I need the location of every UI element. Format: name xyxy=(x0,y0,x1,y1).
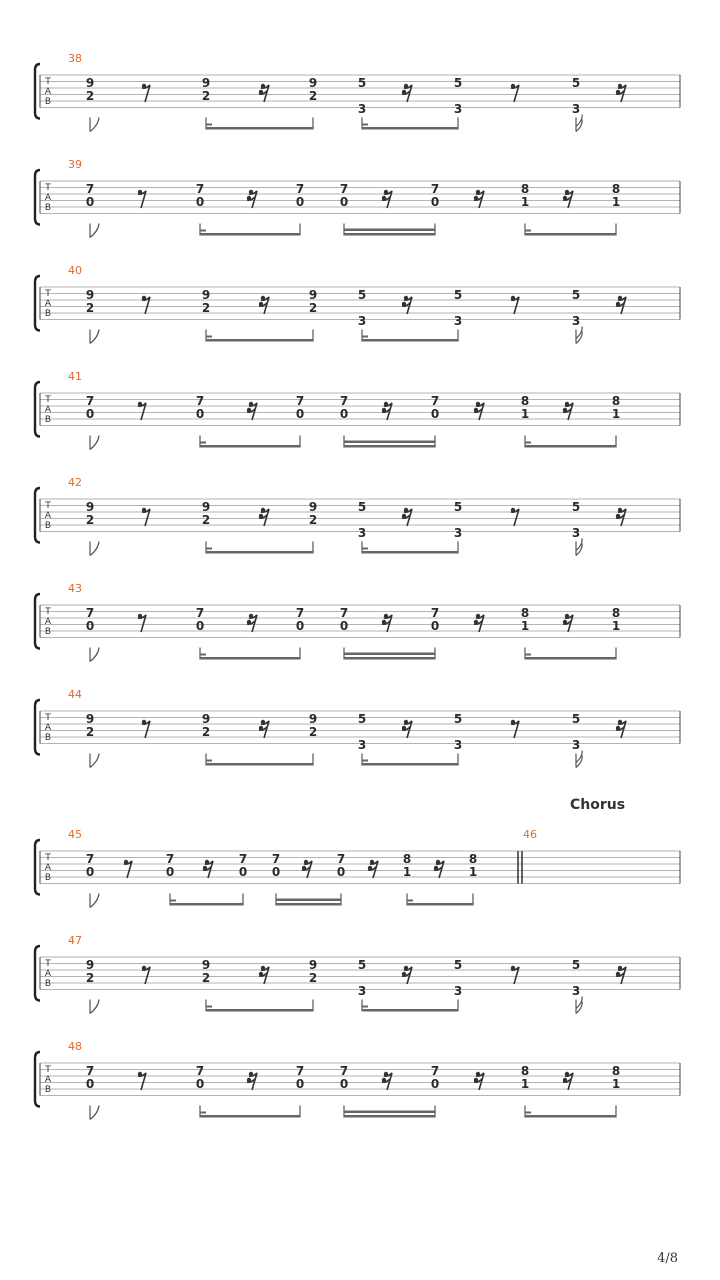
fret-number: 3 xyxy=(453,738,463,752)
fret-number: 3 xyxy=(571,738,581,752)
fret-number: 7 xyxy=(271,852,281,866)
tab-system xyxy=(35,52,680,132)
beam xyxy=(525,233,616,236)
tab-clef-b: B xyxy=(44,733,52,743)
system-bracket xyxy=(35,594,40,649)
rest-stroke xyxy=(138,191,146,208)
fret-number: 7 xyxy=(430,394,440,408)
tab-clef-t: T xyxy=(45,1065,51,1075)
beam xyxy=(276,903,341,906)
beam-stub xyxy=(200,442,206,444)
note-stem xyxy=(90,754,99,768)
rest-stroke xyxy=(511,297,519,314)
fret-number: 7 xyxy=(85,1064,95,1078)
fret-number: 0 xyxy=(85,619,95,633)
fret-number: 7 xyxy=(336,852,346,866)
measure-number: 46 xyxy=(523,828,537,841)
tab-clef-t: T xyxy=(45,395,51,405)
measure-number: 48 xyxy=(68,1040,82,1053)
fret-number: 9 xyxy=(308,958,318,972)
fret-number: 0 xyxy=(295,619,305,633)
fret-number: 0 xyxy=(85,407,95,421)
section-label: Chorus xyxy=(570,797,626,813)
fret-number: 0 xyxy=(339,619,349,633)
fret-number: 7 xyxy=(295,394,305,408)
fret-number: 7 xyxy=(85,606,95,620)
beam xyxy=(206,551,313,554)
rest-stroke xyxy=(124,861,132,878)
beam-stub xyxy=(206,336,212,338)
beam-stub xyxy=(200,230,206,232)
fret-number: 5 xyxy=(453,958,463,972)
fret-number: 3 xyxy=(357,314,367,328)
fret-number: 5 xyxy=(453,288,463,302)
fret-number: 0 xyxy=(165,865,175,879)
fret-number: 8 xyxy=(520,394,530,408)
fret-number: 5 xyxy=(571,958,581,972)
fret-number: 9 xyxy=(201,76,211,90)
rest-stroke xyxy=(142,967,150,984)
fret-number: 8 xyxy=(611,182,621,196)
tab-clef-a: A xyxy=(44,969,52,979)
tab-clef-b: B xyxy=(44,97,52,107)
beam-stub xyxy=(362,1006,368,1008)
fret-number: 7 xyxy=(295,182,305,196)
fret-number: 7 xyxy=(195,394,205,408)
measure-number: 45 xyxy=(68,828,82,841)
fret-number: 2 xyxy=(85,971,95,985)
fret-number: 8 xyxy=(520,606,530,620)
tab-clef-t: T xyxy=(45,501,51,511)
fret-number: 0 xyxy=(339,407,349,421)
fret-number: 7 xyxy=(85,182,95,196)
beam xyxy=(206,339,313,342)
rest-stroke xyxy=(142,721,150,738)
tab-systems xyxy=(35,52,680,1120)
beam xyxy=(362,127,458,130)
beam-stub xyxy=(362,548,368,550)
fret-number: 5 xyxy=(357,76,367,90)
tab-clef-a: A xyxy=(44,863,52,873)
beam xyxy=(525,657,616,660)
system-bracket xyxy=(35,382,40,437)
tab-clef-t: T xyxy=(45,289,51,299)
fret-number: 9 xyxy=(201,712,211,726)
fret-number: 3 xyxy=(357,102,367,116)
fret-number: 2 xyxy=(85,513,95,527)
fret-number: 5 xyxy=(571,288,581,302)
rest-stroke xyxy=(142,509,150,526)
fret-number: 1 xyxy=(520,619,530,633)
fret-number: 0 xyxy=(339,1077,349,1091)
fret-number: 0 xyxy=(195,195,205,209)
fret-number: 0 xyxy=(271,865,281,879)
fret-number: 9 xyxy=(308,288,318,302)
beam-stub xyxy=(170,900,176,902)
system-bracket xyxy=(35,488,40,543)
fret-number: 3 xyxy=(571,984,581,998)
fret-number: 2 xyxy=(201,301,211,315)
fret-number: 2 xyxy=(308,513,318,527)
fret-number: 0 xyxy=(195,619,205,633)
tab-clef-b: B xyxy=(44,979,52,989)
fret-number: 9 xyxy=(308,712,318,726)
note-stem xyxy=(90,118,99,132)
tab-system xyxy=(35,688,680,768)
fret-number: 3 xyxy=(453,314,463,328)
fret-number: 5 xyxy=(571,712,581,726)
note-stem xyxy=(90,648,99,662)
beam xyxy=(344,233,435,236)
tab-system xyxy=(35,582,680,662)
beam xyxy=(206,1009,313,1012)
beam xyxy=(344,445,435,448)
fret-number: 7 xyxy=(85,394,95,408)
fret-number: 5 xyxy=(357,958,367,972)
system-bracket xyxy=(35,276,40,331)
beam xyxy=(344,657,435,660)
fret-number: 0 xyxy=(195,407,205,421)
fret-number: 1 xyxy=(611,619,621,633)
fret-number: 2 xyxy=(85,301,95,315)
beam xyxy=(206,127,313,130)
note-stem xyxy=(90,436,99,450)
system-bracket xyxy=(35,946,40,1001)
rest-stroke xyxy=(138,615,146,632)
tab-clef-a: A xyxy=(44,1075,52,1085)
note-stem xyxy=(90,542,99,556)
fret-number: 7 xyxy=(339,606,349,620)
fret-number: 1 xyxy=(520,1077,530,1091)
beam-stub xyxy=(206,548,212,550)
beam xyxy=(200,445,300,448)
beam-stub xyxy=(206,760,212,762)
note-stem xyxy=(90,224,99,238)
fret-number: 7 xyxy=(339,1064,349,1078)
tab-system xyxy=(35,1040,680,1120)
fret-number: 0 xyxy=(295,195,305,209)
fret-number: 7 xyxy=(195,606,205,620)
fret-number: 9 xyxy=(85,958,95,972)
fret-number: 9 xyxy=(201,500,211,514)
fret-number: 1 xyxy=(611,407,621,421)
fret-number: 0 xyxy=(430,407,440,421)
system-bracket xyxy=(35,170,40,225)
fret-number: 0 xyxy=(195,1077,205,1091)
tab-clef-b: B xyxy=(44,627,52,637)
measure-number: 41 xyxy=(68,370,82,383)
fret-number: 1 xyxy=(402,865,412,879)
fret-number: 9 xyxy=(85,500,95,514)
tab-system xyxy=(35,158,680,238)
note-flag xyxy=(576,327,582,344)
fret-number: 7 xyxy=(85,852,95,866)
tab-clef-t: T xyxy=(45,959,51,969)
fret-number: 0 xyxy=(295,1077,305,1091)
fret-number: 0 xyxy=(430,619,440,633)
fret-number: 0 xyxy=(339,195,349,209)
fret-number: 3 xyxy=(453,526,463,540)
fret-number: 3 xyxy=(357,526,367,540)
fret-number: 8 xyxy=(611,606,621,620)
beam xyxy=(362,551,458,554)
fret-number: 0 xyxy=(85,195,95,209)
tab-system xyxy=(35,797,680,908)
tab-clef-b: B xyxy=(44,203,52,213)
system-bracket xyxy=(35,1052,40,1107)
beam-stub xyxy=(200,654,206,656)
page-number: 4/8 xyxy=(657,1251,678,1266)
fret-number: 7 xyxy=(430,182,440,196)
tab-clef-b: B xyxy=(44,309,52,319)
fret-number: 9 xyxy=(85,712,95,726)
fret-number: 2 xyxy=(308,301,318,315)
fret-number: 0 xyxy=(295,407,305,421)
beam xyxy=(344,1111,435,1114)
fret-number: 0 xyxy=(85,865,95,879)
beam xyxy=(170,903,243,906)
beam-stub xyxy=(362,760,368,762)
fret-number: 2 xyxy=(308,89,318,103)
fret-number: 2 xyxy=(308,725,318,739)
fret-number: 3 xyxy=(357,984,367,998)
tab-clef-a: A xyxy=(44,405,52,415)
fret-number: 1 xyxy=(468,865,478,879)
fret-number: 9 xyxy=(201,958,211,972)
beam-stub xyxy=(525,1112,531,1114)
tab-clef-a: A xyxy=(44,193,52,203)
tab-system xyxy=(35,476,680,556)
beam-stub xyxy=(525,230,531,232)
fret-number: 2 xyxy=(201,89,211,103)
tab-system xyxy=(35,264,680,344)
system-bracket xyxy=(35,700,40,755)
fret-number: 3 xyxy=(453,984,463,998)
rest-stroke xyxy=(511,721,519,738)
fret-number: 7 xyxy=(430,606,440,620)
measure-number: 42 xyxy=(68,476,82,489)
fret-number: 7 xyxy=(195,1064,205,1078)
beam-stub xyxy=(525,654,531,656)
beam-stub xyxy=(362,336,368,338)
fret-number: 7 xyxy=(339,394,349,408)
beam-stub xyxy=(525,442,531,444)
note-flag xyxy=(576,751,582,768)
fret-number: 9 xyxy=(308,76,318,90)
beam xyxy=(407,903,473,906)
beam xyxy=(344,653,435,656)
fret-number: 7 xyxy=(430,1064,440,1078)
rest-stroke xyxy=(511,85,519,102)
note-stem xyxy=(90,330,99,344)
measure-number: 44 xyxy=(68,688,82,701)
fret-number: 1 xyxy=(611,1077,621,1091)
fret-number: 2 xyxy=(308,971,318,985)
tab-clef-b: B xyxy=(44,873,52,883)
measure-number: 40 xyxy=(68,264,82,277)
tab-clef-t: T xyxy=(45,77,51,87)
fret-number: 3 xyxy=(571,526,581,540)
system-bracket xyxy=(35,840,40,895)
fret-number: 2 xyxy=(201,725,211,739)
beam-stub xyxy=(206,1006,212,1008)
tab-clef-a: A xyxy=(44,299,52,309)
beam xyxy=(344,229,435,232)
fret-number: 0 xyxy=(430,1077,440,1091)
fret-number: 3 xyxy=(453,102,463,116)
beam xyxy=(362,339,458,342)
note-stem xyxy=(90,1000,99,1014)
fret-number: 5 xyxy=(357,288,367,302)
fret-number: 8 xyxy=(402,852,412,866)
beam xyxy=(200,233,300,236)
fret-number: 0 xyxy=(336,865,346,879)
fret-number: 5 xyxy=(357,500,367,514)
rest-stroke xyxy=(138,1073,146,1090)
tab-clef-t: T xyxy=(45,853,51,863)
fret-number: 7 xyxy=(295,1064,305,1078)
tab-clef-a: A xyxy=(44,617,52,627)
fret-number: 9 xyxy=(201,288,211,302)
beam xyxy=(344,1115,435,1118)
beam xyxy=(276,899,341,902)
fret-number: 2 xyxy=(201,513,211,527)
beam xyxy=(200,657,300,660)
tab-clef-a: A xyxy=(44,511,52,521)
fret-number: 5 xyxy=(453,712,463,726)
fret-number: 1 xyxy=(611,195,621,209)
fret-number: 1 xyxy=(520,195,530,209)
fret-number: 5 xyxy=(453,76,463,90)
beam xyxy=(362,1009,458,1012)
note-flag xyxy=(576,997,582,1014)
measure-number: 38 xyxy=(68,52,82,65)
tab-clef-a: A xyxy=(44,723,52,733)
fret-number: 9 xyxy=(85,288,95,302)
tab-clef-b: B xyxy=(44,1085,52,1095)
fret-number: 8 xyxy=(520,1064,530,1078)
note-flag xyxy=(576,115,582,132)
fret-number: 5 xyxy=(357,712,367,726)
fret-number: 1 xyxy=(520,407,530,421)
measure-number: 43 xyxy=(68,582,82,595)
rest-stroke xyxy=(511,967,519,984)
note-stem xyxy=(90,894,99,908)
fret-number: 7 xyxy=(165,852,175,866)
fret-number: 3 xyxy=(571,102,581,116)
rest-stroke xyxy=(142,297,150,314)
fret-number: 0 xyxy=(238,865,248,879)
beam-stub xyxy=(200,1112,206,1114)
tab-clef-t: T xyxy=(45,607,51,617)
rest-stroke xyxy=(138,403,146,420)
fret-number: 2 xyxy=(85,89,95,103)
tab-system xyxy=(35,370,680,450)
tab-clef-t: T xyxy=(45,183,51,193)
fret-number: 8 xyxy=(611,1064,621,1078)
beam xyxy=(200,1115,300,1118)
beam-stub xyxy=(407,900,413,902)
measure-number: 47 xyxy=(68,934,82,947)
beam xyxy=(525,1115,616,1118)
tab-clef-b: B xyxy=(44,521,52,531)
fret-number: 5 xyxy=(571,76,581,90)
tab-clef-a: A xyxy=(44,87,52,97)
fret-number: 3 xyxy=(357,738,367,752)
tab-system xyxy=(35,934,680,1014)
fret-number: 8 xyxy=(520,182,530,196)
beam-stub xyxy=(362,124,368,126)
beam xyxy=(344,441,435,444)
fret-number: 2 xyxy=(201,971,211,985)
fret-number: 3 xyxy=(571,314,581,328)
fret-number: 0 xyxy=(430,195,440,209)
fret-number: 9 xyxy=(308,500,318,514)
rest-stroke xyxy=(142,85,150,102)
rest-stroke xyxy=(511,509,519,526)
fret-number: 8 xyxy=(468,852,478,866)
beam xyxy=(525,445,616,448)
system-bracket xyxy=(35,64,40,119)
measure-number: 39 xyxy=(68,158,82,171)
beam xyxy=(362,763,458,766)
beam xyxy=(206,763,313,766)
fret-number: 5 xyxy=(571,500,581,514)
tab-clef-t: T xyxy=(45,713,51,723)
fret-number: 7 xyxy=(238,852,248,866)
fret-number: 8 xyxy=(611,394,621,408)
beam-stub xyxy=(206,124,212,126)
note-flag xyxy=(576,539,582,556)
fret-number: 5 xyxy=(453,500,463,514)
tab-clef-b: B xyxy=(44,415,52,425)
fret-number: 2 xyxy=(85,725,95,739)
note-stem xyxy=(90,1106,99,1120)
fret-number: 7 xyxy=(195,182,205,196)
fret-number: 7 xyxy=(339,182,349,196)
fret-number: 9 xyxy=(85,76,95,90)
fret-number: 7 xyxy=(295,606,305,620)
fret-number: 0 xyxy=(85,1077,95,1091)
